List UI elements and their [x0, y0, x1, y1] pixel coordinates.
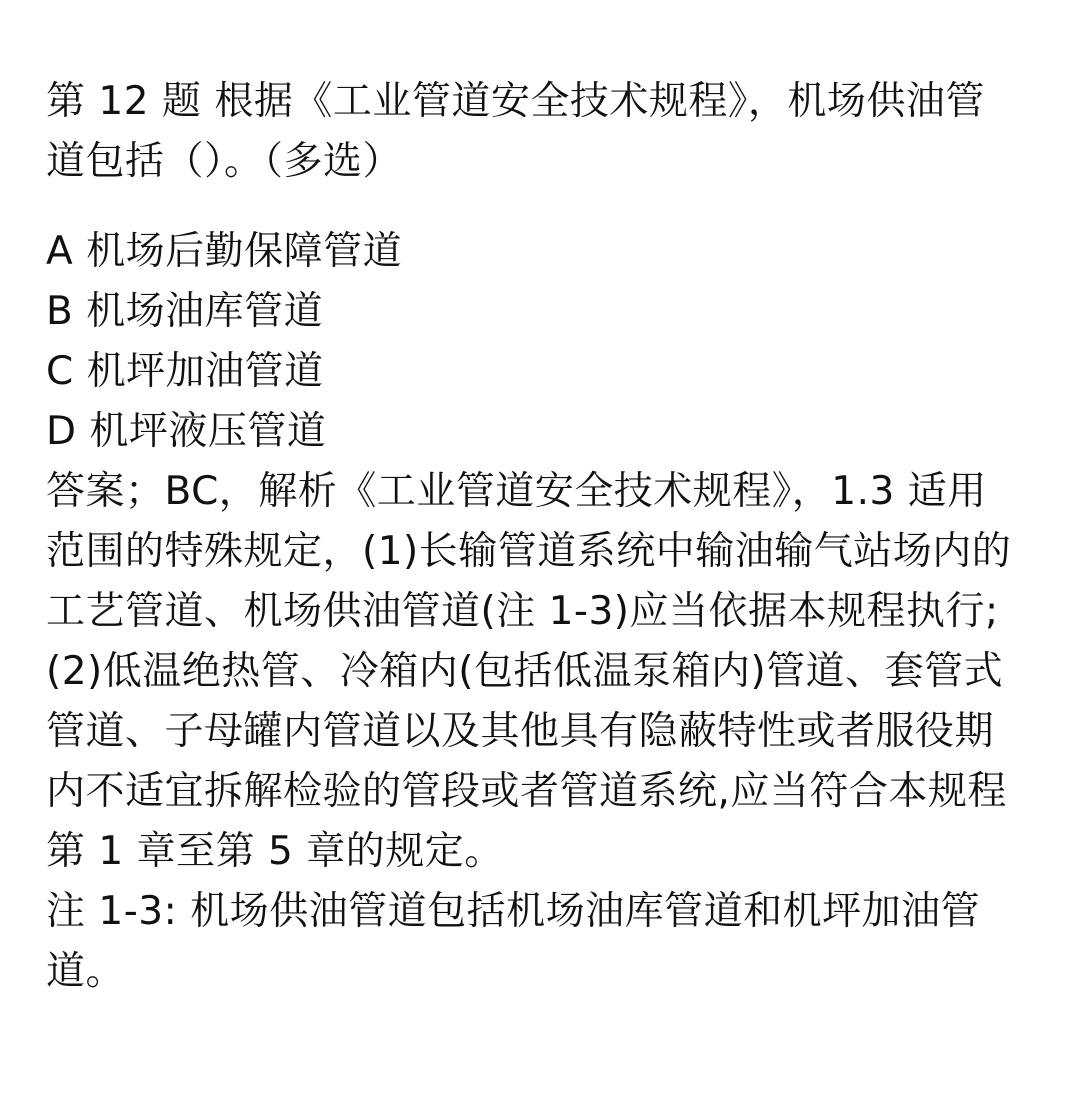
paragraph-gap — [46, 192, 1056, 222]
answer-line: 范围的特殊规定，(1)长输管道系统中输油输气站场内的 — [46, 529, 1012, 574]
question-line: 第 12 题 根据《工业管道安全技术规程》，机场供油管 — [46, 79, 985, 124]
option-a: A 机场后勤保障管道 — [46, 229, 403, 274]
answer-line: 答案；BC，解析《工业管道安全技术规程》，1.3 适用 — [46, 469, 987, 514]
answer-line: 工艺管道、机场供油管道(注 1-3)应当依据本规程执行; — [46, 589, 999, 634]
answer-line: 第 1 章至第 5 章的规定。 — [46, 829, 504, 874]
option-c: C 机坪加油管道 — [46, 349, 324, 394]
answer-line: (2)低温绝热管、冷箱内(包括低温泵箱内)管道、套管式 — [46, 649, 1004, 694]
question-text-block — [46, 72, 1056, 1002]
option-b: B 机场油库管道 — [46, 289, 324, 334]
note-line: 道。 — [46, 949, 126, 994]
answer-line: 内不适宜拆解检验的管段或者管道系统,应当符合本规程 — [46, 769, 1007, 814]
note-line: 注 1-3: 机场供油管道包括机场油库管道和机坪加油管 — [46, 889, 981, 934]
answer-line: 管道、子母罐内管道以及其他具有隐蔽特性或者服役期 — [46, 709, 995, 754]
question-line: 道包括（）。（多选） — [46, 139, 403, 184]
option-d: D 机坪液压管道 — [46, 409, 327, 454]
